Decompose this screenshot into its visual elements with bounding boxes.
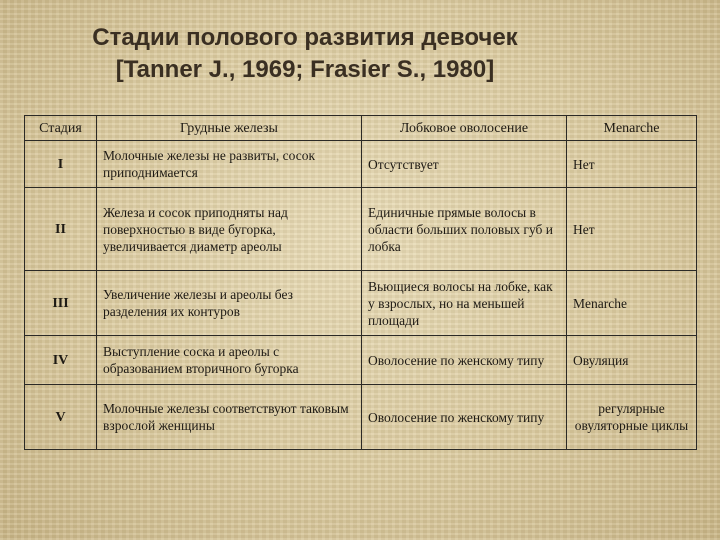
cell-menarche: Нет (567, 141, 697, 188)
slide-title (0, 22, 610, 86)
table-row (25, 188, 697, 271)
header-menarche: Menarche (567, 116, 697, 141)
cell-menarche: регулярные овуляторные циклы (567, 385, 697, 450)
slide-title-line2: [Tanner J., 1969; Frasier S., 1980] (115, 56, 495, 83)
cell-stage: II (25, 188, 97, 271)
cell-pubic: Единичные прямые волосы в области больших половых губ и лобка (362, 188, 567, 271)
cell-pubic: Оволосение по женскому типу (362, 385, 567, 450)
cell-breast: Молочные железы соответствуют таковым взрослой женщины (97, 385, 362, 450)
cell-menarche: Нет (567, 188, 697, 271)
cell-pubic: Отсутствует (362, 141, 567, 188)
cell-breast: Молочные железы не развиты, сосок приподнимается (97, 141, 362, 188)
table-row (25, 385, 697, 450)
table-row (25, 336, 697, 385)
header-stage: Стадия (25, 116, 97, 141)
table-row (25, 271, 697, 336)
cell-pubic: Вьющиеся волосы на лобке, как у взрослых, но на меньшей площади (362, 271, 567, 336)
cell-pubic: Оволосение по женскому типу (362, 336, 567, 385)
header-breast: Грудные железы (97, 116, 362, 141)
cell-breast: Выступление соска и ареолы с образованием вторичного бугорка (97, 336, 362, 385)
slide-title-line1: Стадии полового развития девочек (92, 24, 518, 51)
cell-stage: V (25, 385, 97, 450)
cell-breast: Увеличение железы и ареолы без разделения их контуров (97, 271, 362, 336)
header-pubic: Лобковое оволосение (362, 116, 567, 141)
cell-stage: III (25, 271, 97, 336)
tanner-stages-table (24, 115, 697, 450)
cell-stage: IV (25, 336, 97, 385)
table-header-row (25, 116, 697, 141)
cell-menarche: Овуляция (567, 336, 697, 385)
cell-menarche: Menarche (567, 271, 697, 336)
table-row (25, 141, 697, 188)
cell-stage: I (25, 141, 97, 188)
cell-breast: Железа и сосок приподняты над поверхностью в виде бугорка, увеличивается диаметр ареолы (97, 188, 362, 271)
